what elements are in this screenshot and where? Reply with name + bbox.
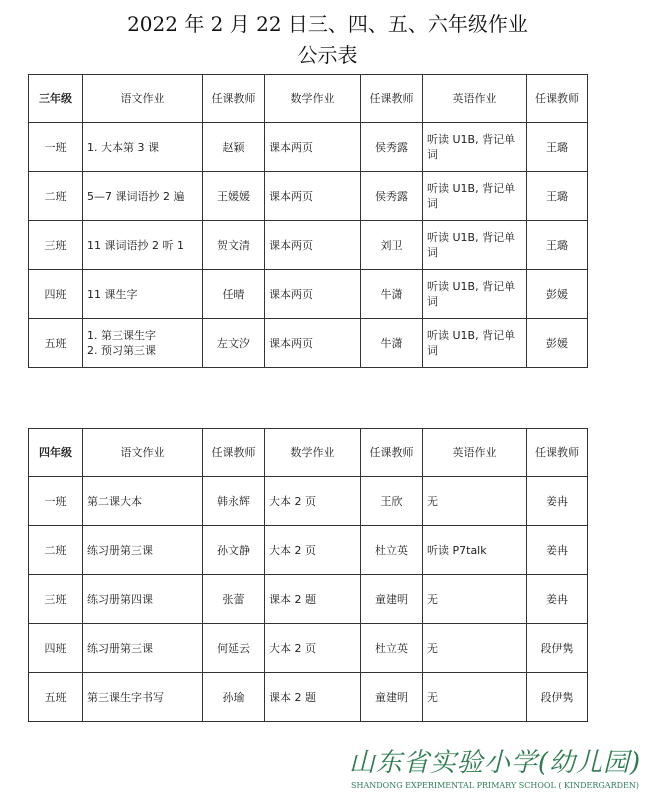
chinese-teacher: 贺文清 bbox=[203, 221, 265, 270]
grade-label: 三年级 bbox=[29, 75, 83, 123]
table-row bbox=[29, 270, 588, 319]
class-name: 三班 bbox=[29, 221, 83, 270]
chinese-teacher: 任晴 bbox=[203, 270, 265, 319]
math-teacher: 童建明 bbox=[361, 673, 423, 722]
math-homework: 课本两页 bbox=[265, 172, 361, 221]
class-name: 二班 bbox=[29, 172, 83, 221]
class-name: 五班 bbox=[29, 673, 83, 722]
chinese-teacher: 赵颖 bbox=[203, 123, 265, 172]
english-teacher: 姜冉 bbox=[527, 526, 588, 575]
english-teacher: 姜冉 bbox=[527, 477, 588, 526]
school-logo-english: SHANDONG EXPERIMENTAL PRIMARY SCHOOL ( KINDERGARDEN) bbox=[351, 781, 639, 790]
math-teacher: 侯秀露 bbox=[361, 123, 423, 172]
math-homework: 课本 2 题 bbox=[265, 575, 361, 624]
english-homework: 听读 U1B, 背记单词 bbox=[423, 172, 527, 221]
english-homework: 听读 P7talk bbox=[423, 526, 527, 575]
english-teacher: 段伊隽 bbox=[527, 673, 588, 722]
chinese-homework: 5—7 课词语抄 2 遍 bbox=[83, 172, 203, 221]
table-row bbox=[29, 624, 588, 673]
chinese-homework: 练习册第四课 bbox=[83, 575, 203, 624]
table-row bbox=[29, 477, 588, 526]
chinese-teacher: 孙文静 bbox=[203, 526, 265, 575]
table-row bbox=[29, 575, 588, 624]
english-homework: 听读 U1B, 背记单词 bbox=[423, 319, 527, 368]
page-subtitle: 公示表 bbox=[297, 43, 358, 67]
math-homework: 课本 2 题 bbox=[265, 673, 361, 722]
english-teacher: 王璐 bbox=[527, 221, 588, 270]
chinese-homework-line: 1. 第三课生字 bbox=[87, 329, 156, 342]
math-teacher: 杜立英 bbox=[361, 624, 423, 673]
english-homework: 无 bbox=[423, 575, 527, 624]
chinese-homework: 11 课词语抄 2 听 1 bbox=[83, 221, 203, 270]
table-row bbox=[29, 673, 588, 722]
chinese-homework bbox=[83, 319, 203, 368]
table-header-row bbox=[29, 75, 588, 123]
english-homework: 听读 U1B, 背记单词 bbox=[423, 270, 527, 319]
english-homework: 无 bbox=[423, 624, 527, 673]
class-name: 二班 bbox=[29, 526, 83, 575]
table-row bbox=[29, 221, 588, 270]
school-logo bbox=[340, 748, 650, 790]
chinese-homework: 1. 大本第 3 课 bbox=[83, 123, 203, 172]
class-name: 五班 bbox=[29, 319, 83, 368]
math-teacher: 刘卫 bbox=[361, 221, 423, 270]
chinese-teacher: 王媛媛 bbox=[203, 172, 265, 221]
math-homework: 课本两页 bbox=[265, 123, 361, 172]
english-teacher: 王璐 bbox=[527, 123, 588, 172]
table-row bbox=[29, 319, 588, 368]
class-name: 四班 bbox=[29, 624, 83, 673]
header-teacher: 任课教师 bbox=[203, 75, 265, 123]
table-row bbox=[29, 123, 588, 172]
english-teacher: 姜冉 bbox=[527, 575, 588, 624]
grade4-homework-table bbox=[28, 428, 588, 722]
header-teacher: 任课教师 bbox=[203, 429, 265, 477]
math-teacher: 杜立英 bbox=[361, 526, 423, 575]
math-teacher: 牛潇 bbox=[361, 270, 423, 319]
chinese-teacher: 张蕾 bbox=[203, 575, 265, 624]
chinese-homework: 第三课生字书写 bbox=[83, 673, 203, 722]
header-teacher: 任课教师 bbox=[527, 429, 588, 477]
english-homework: 无 bbox=[423, 477, 527, 526]
class-name: 一班 bbox=[29, 477, 83, 526]
english-teacher: 彭媛 bbox=[527, 270, 588, 319]
class-name: 四班 bbox=[29, 270, 83, 319]
english-teacher: 王璐 bbox=[527, 172, 588, 221]
chinese-homework: 练习册第三课 bbox=[83, 624, 203, 673]
chinese-teacher: 何延云 bbox=[203, 624, 265, 673]
header-english: 英语作业 bbox=[423, 429, 527, 477]
table-row bbox=[29, 526, 588, 575]
header-math: 数学作业 bbox=[265, 429, 361, 477]
math-homework: 课本两页 bbox=[265, 270, 361, 319]
chinese-homework-line: 2. 预习第三课 bbox=[87, 344, 156, 357]
header-chinese: 语文作业 bbox=[83, 75, 203, 123]
english-teacher: 彭媛 bbox=[527, 319, 588, 368]
header-teacher: 任课教师 bbox=[361, 429, 423, 477]
math-homework: 课本两页 bbox=[265, 319, 361, 368]
math-homework: 大本 2 页 bbox=[265, 526, 361, 575]
chinese-teacher: 左文汐 bbox=[203, 319, 265, 368]
class-name: 一班 bbox=[29, 123, 83, 172]
chinese-teacher: 孙瑜 bbox=[203, 673, 265, 722]
header-math: 数学作业 bbox=[265, 75, 361, 123]
header-chinese: 语文作业 bbox=[83, 429, 203, 477]
math-teacher: 童建明 bbox=[361, 575, 423, 624]
page-title: 2022 年 2 月 22 日三、四、五、六年级作业 bbox=[127, 12, 528, 36]
school-logo-chinese: 山东省实验小学(幼儿园) bbox=[348, 748, 642, 778]
math-teacher: 牛潇 bbox=[361, 319, 423, 368]
english-teacher: 段伊隽 bbox=[527, 624, 588, 673]
chinese-teacher: 韩永辉 bbox=[203, 477, 265, 526]
grade-label: 四年级 bbox=[29, 429, 83, 477]
class-name: 三班 bbox=[29, 575, 83, 624]
header-teacher: 任课教师 bbox=[527, 75, 588, 123]
header-teacher: 任课教师 bbox=[361, 75, 423, 123]
math-homework: 大本 2 页 bbox=[265, 624, 361, 673]
table-header-row bbox=[29, 429, 588, 477]
math-teacher: 王欣 bbox=[361, 477, 423, 526]
math-homework: 大本 2 页 bbox=[265, 477, 361, 526]
table-row bbox=[29, 172, 588, 221]
english-homework: 听读 U1B, 背记单词 bbox=[423, 221, 527, 270]
header-english: 英语作业 bbox=[423, 75, 527, 123]
chinese-homework: 练习册第三课 bbox=[83, 526, 203, 575]
math-homework: 课本两页 bbox=[265, 221, 361, 270]
english-homework: 听读 U1B, 背记单词 bbox=[423, 123, 527, 172]
chinese-homework: 11 课生字 bbox=[83, 270, 203, 319]
chinese-homework: 第二课大本 bbox=[83, 477, 203, 526]
grade3-homework-table bbox=[28, 74, 588, 368]
math-teacher: 侯秀露 bbox=[361, 172, 423, 221]
english-homework: 无 bbox=[423, 673, 527, 722]
